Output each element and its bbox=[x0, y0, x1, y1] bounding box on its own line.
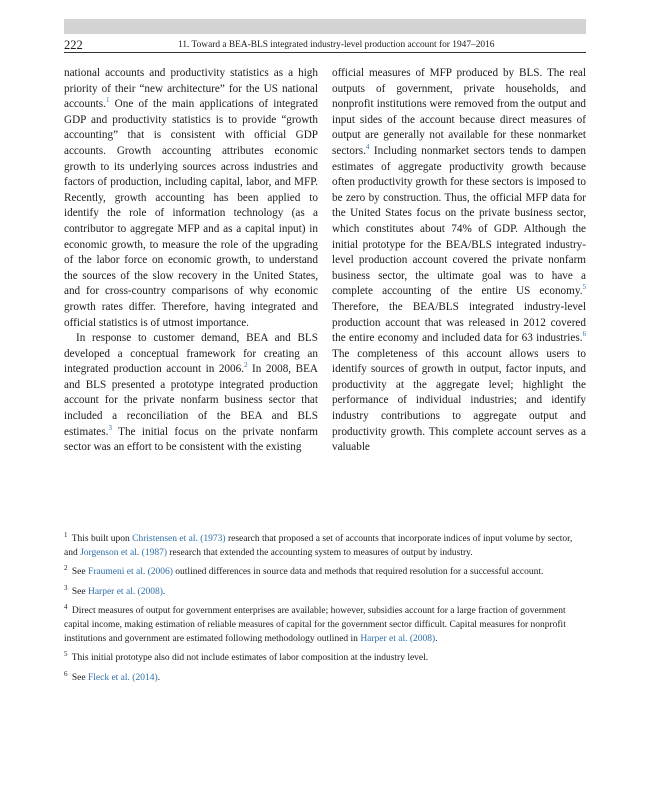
paragraph bbox=[332, 66, 586, 456]
footnote-ref[interactable]: 3 bbox=[108, 423, 112, 432]
text-run: national accounts and productivity statistics as a high priority of their “new architecture” for the US national accounts. bbox=[64, 67, 318, 111]
text-run: . bbox=[435, 634, 438, 645]
text-run: The completeness of this account allows users to identify sources of growth in output, factor inputs, and productivity at the aggregate level; highlight the performance of individual industries; and identify industry contributions to aggregate output and productivity growth. This complete account serves as a valuable bbox=[332, 347, 586, 454]
text-run: Direct measures of output for government enterprises are available; however, subsidies account for a large fraction of government capital income, making estimation of reliable measures of capital for the government sector difficult. Capital measures for nonprofit institutions and government are estimated following methodology outlined in bbox=[64, 605, 566, 645]
footnote-ref[interactable]: 2 bbox=[244, 361, 248, 370]
citation-link[interactable]: Jorgenson et al. (1987) bbox=[80, 548, 167, 559]
footnote-number: 6 bbox=[64, 669, 68, 678]
text-run: This built upon bbox=[71, 534, 133, 544]
text-run: In response to customer demand, BEA and BLS developed a conceptual framework for creating an integrated production account in 2006. bbox=[64, 332, 318, 376]
text-run: . bbox=[162, 586, 166, 597]
text-run: This initial prototype also did not include estimates of labor composition at the industry level. bbox=[71, 653, 429, 664]
citation-link[interactable]: Fleck et al. (2014) bbox=[87, 672, 158, 683]
footnote bbox=[64, 671, 586, 685]
footnote-ref[interactable]: 1 bbox=[105, 96, 110, 105]
citation-link[interactable]: Fraumeni et al. (2006) bbox=[87, 567, 173, 578]
footnotes bbox=[64, 532, 586, 690]
left-column bbox=[64, 66, 318, 456]
text-run: . bbox=[157, 672, 160, 683]
text-run: Therefore, the BEA/BLS integrated industry-level production account that was released in 2012 covered the entire economy and included data for 63 industries. bbox=[332, 300, 586, 345]
citation-link[interactable]: Harper et al. (2008) bbox=[87, 586, 163, 597]
running-title: 11. Toward a BEA-BLS integrated industry-level production account for 1947–2016 bbox=[178, 40, 495, 50]
paragraph bbox=[64, 331, 318, 456]
text-run: research that extended the accounting system to measures of output by industry. bbox=[167, 548, 473, 559]
text-run: One of the main applications of integrated GDP and productivity statistics is to provide “growth accounting” that is consistent with official GDP accounts. Growth accounting attributes economic growth to its underlying sources across industries and factors of production, including capital, labor, and MFP. Recently, growth accounting has been applied to identify the role of information technology (as a contributor to aggregate MFP and as a capital input) in economic growth, to measure the role of the upgrading of the labor force on economic growth, to understand the sources of the slow recovery in the United States, and for cross-country comparisons of why economic growth rates differ. Therefore, having integrated and official statistics is of utmost importance. bbox=[64, 98, 318, 329]
footnote-ref[interactable]: 4 bbox=[365, 142, 370, 151]
footnote bbox=[64, 532, 586, 560]
footnote bbox=[64, 651, 586, 665]
footnote-number: 5 bbox=[64, 650, 68, 659]
text-run: research that proposed a set of accounts that incorporate indices of input volume by sector, and bbox=[64, 534, 573, 559]
footnote-number: 2 bbox=[64, 564, 68, 573]
footnote-number: 1 bbox=[64, 531, 68, 539]
text-run: In 2008, BEA and BLS presented a prototype integrated production account for the private nonfarm business sector that included a reconciliation of the BEA and BLS estimates. bbox=[64, 363, 318, 438]
page-number: 222 bbox=[64, 38, 83, 52]
text-run: See bbox=[71, 586, 88, 597]
header-bar bbox=[64, 19, 586, 34]
footnote-number: 4 bbox=[64, 602, 68, 611]
citation-link[interactable]: Harper et al. (2008) bbox=[360, 634, 436, 645]
footnote-ref[interactable]: 6 bbox=[582, 330, 586, 339]
paragraph bbox=[64, 66, 318, 331]
text-run: official measures of MFP produced by BLS. The real outputs of government, private households, and nonprofit institutions were removed from the output and input sides of the account because direct measures of output are generally not available for these nonmarket sectors. bbox=[332, 67, 586, 157]
citation-link[interactable]: Christensen et al. (1973) bbox=[132, 534, 226, 544]
footnote-number: 3 bbox=[64, 583, 68, 592]
text-run: See bbox=[71, 567, 88, 578]
text-run: Including nonmarket sectors tends to dampen estimates of aggregate productivity growth because often productivity growth for these sectors is imposed to be zero by construction. Thus, the official MFP data for the United States focus on the private business sector, which constitutes about 74% of GDP. Although the initial prototype for the BEA/BLS integrated industry-level production account covered the private nonfarm business sector, the ultimate goal was to have a complete accounting of the entire US economy. bbox=[332, 144, 586, 298]
footnote bbox=[64, 585, 586, 599]
right-column bbox=[332, 66, 586, 456]
footnote bbox=[64, 565, 586, 579]
text-run: The initial focus on the private nonfarm sector was an effort to be consistent with the existing bbox=[64, 425, 318, 454]
footnote bbox=[64, 604, 586, 647]
header-rule bbox=[64, 52, 586, 53]
text-run: outlined differences in source data and methods that required resolution for a successful account. bbox=[172, 567, 544, 578]
footnote-ref[interactable]: 5 bbox=[582, 283, 586, 292]
text-run: See bbox=[71, 672, 88, 683]
